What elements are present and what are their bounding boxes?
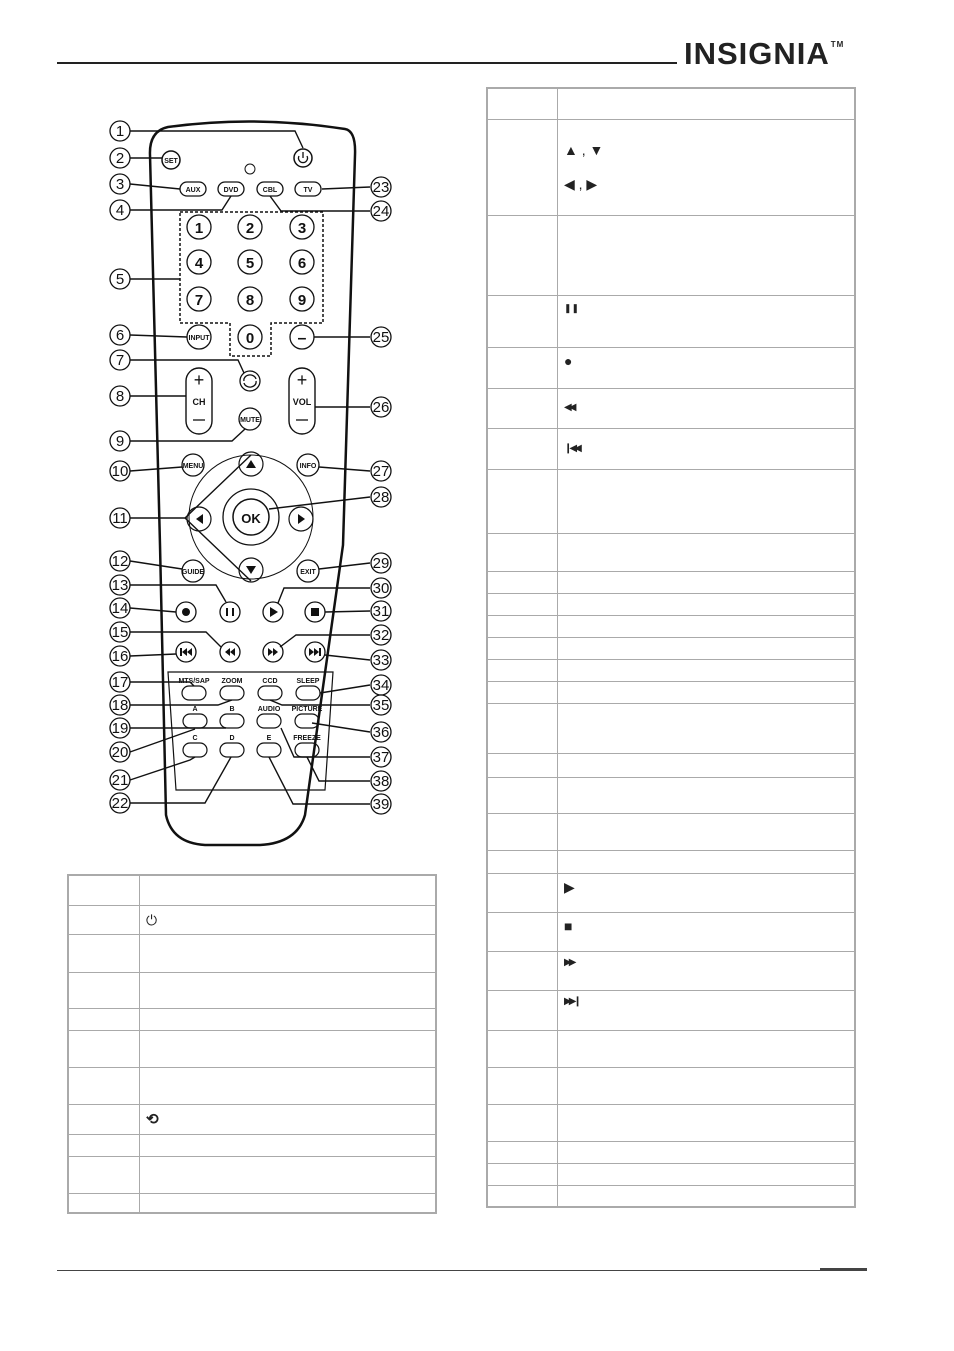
svg-text:8: 8 [115, 388, 125, 405]
table-row [487, 295, 855, 347]
svg-text:26: 26 [372, 399, 390, 416]
svg-text:37: 37 [372, 749, 390, 766]
svg-text:AUDIO: AUDIO [257, 706, 281, 713]
table-row [487, 777, 855, 813]
svg-text:MUTE: MUTE [240, 417, 260, 424]
svg-text:35: 35 [372, 697, 390, 714]
svg-text:16: 16 [111, 648, 129, 665]
table-row [487, 428, 855, 469]
svg-text:5: 5 [115, 271, 125, 288]
table-row [487, 593, 855, 615]
svg-text:4: 4 [194, 255, 204, 272]
svg-text:39: 39 [372, 796, 390, 813]
svg-text:C: C [192, 735, 198, 742]
table-row [487, 469, 855, 533]
rewind-icon: ◀◀ [558, 388, 856, 428]
callouts-left [110, 121, 130, 813]
svg-text:13: 13 [111, 577, 129, 594]
svg-text:23: 23 [372, 179, 390, 196]
svg-text:33: 33 [372, 652, 390, 669]
table-row [487, 912, 855, 951]
svg-text:21: 21 [111, 772, 129, 789]
svg-text:D: D [229, 735, 235, 742]
svg-text:SLEEP: SLEEP [296, 678, 320, 685]
svg-text:32: 32 [372, 627, 390, 644]
svg-text:6: 6 [297, 255, 307, 272]
header-rule [57, 62, 677, 64]
svg-text:28: 28 [372, 489, 390, 506]
table-row [487, 215, 855, 295]
table-row [487, 637, 855, 659]
footer-rule [57, 1270, 867, 1271]
table-row [487, 615, 855, 637]
table-header-row [487, 88, 855, 119]
skip-forward-icon: ▶▶❙ [558, 990, 856, 1030]
table-row [487, 119, 855, 215]
svg-text:19: 19 [111, 720, 129, 737]
svg-text:MENU: MENU [182, 463, 204, 470]
table-row [487, 571, 855, 593]
svg-text:INPUT: INPUT [188, 335, 210, 342]
svg-text:25: 25 [372, 329, 390, 346]
svg-text:15: 15 [111, 624, 129, 641]
svg-text:9: 9 [115, 433, 125, 450]
stop-icon: ■ [558, 912, 856, 951]
svg-text:B: B [229, 706, 235, 713]
svg-text:MTS/SAP: MTS/SAP [178, 678, 210, 685]
table-row [487, 681, 855, 703]
svg-text:INFO: INFO [299, 463, 317, 470]
recall-icon: ⟲ [140, 1104, 437, 1134]
svg-text:ZOOM: ZOOM [221, 678, 243, 685]
left-button-table [67, 874, 437, 1214]
svg-text:7: 7 [115, 352, 125, 369]
svg-text:22: 22 [111, 795, 129, 812]
table-row [487, 1163, 855, 1185]
table-row [487, 850, 855, 873]
svg-text:14: 14 [111, 600, 129, 617]
table-row [68, 905, 436, 934]
svg-text:8: 8 [245, 292, 255, 309]
svg-text:FREEZE: FREEZE [293, 735, 321, 742]
play-icon: ▶ [558, 873, 856, 912]
power-icon: ⏻ [140, 905, 437, 934]
fast-forward-icon: ▶▶ [558, 951, 856, 990]
table-row [487, 1141, 855, 1163]
table-row [487, 1104, 855, 1141]
svg-text:29: 29 [372, 555, 390, 572]
remote-diagram [100, 115, 410, 850]
svg-text:+: + [193, 370, 205, 390]
svg-text:4: 4 [115, 202, 125, 219]
svg-text:DVD: DVD [223, 187, 239, 194]
svg-text:EXIT: EXIT [300, 569, 316, 576]
svg-text:31: 31 [372, 603, 390, 620]
table-row [487, 1030, 855, 1067]
svg-text:PICTURE: PICTURE [291, 706, 323, 713]
svg-text:17: 17 [111, 674, 129, 691]
svg-text:+: + [296, 370, 308, 390]
svg-text:AUX: AUX [185, 187, 201, 194]
skip-back-icon: ❙◀◀ [558, 428, 856, 469]
table-row [487, 1067, 855, 1104]
table-row [68, 934, 436, 972]
table-row [487, 1185, 855, 1207]
svg-text:E: E [266, 735, 272, 742]
table-row [68, 972, 436, 1008]
svg-text:CCD: CCD [262, 678, 278, 685]
svg-text:11: 11 [112, 510, 128, 527]
insignia-logo: INSIGNIA™ [684, 36, 845, 71]
table-row [487, 951, 855, 990]
table-row [487, 813, 855, 850]
record-icon: ● [558, 347, 856, 388]
footer-rule-accent [820, 1268, 867, 1270]
svg-text:OK: OK [241, 511, 261, 526]
table-row [487, 703, 855, 753]
svg-text:GUIDE: GUIDE [181, 569, 205, 576]
svg-text:1: 1 [194, 220, 204, 237]
table-row [68, 1193, 436, 1213]
svg-text:20: 20 [111, 744, 129, 761]
svg-text:38: 38 [372, 773, 390, 790]
svg-text:–: – [297, 330, 307, 347]
table-row [487, 659, 855, 681]
table-row [68, 1067, 436, 1104]
svg-text:30: 30 [372, 580, 390, 597]
table-row [487, 533, 855, 571]
callouts-right [371, 177, 391, 814]
svg-text:TV: TV [303, 187, 313, 194]
svg-text:2: 2 [115, 150, 125, 167]
right-button-table [486, 87, 856, 1208]
table-row [68, 1134, 436, 1156]
svg-text:1: 1 [115, 123, 125, 140]
svg-text:CBL: CBL [262, 187, 278, 194]
table-row [487, 753, 855, 777]
svg-text:12: 12 [111, 553, 129, 570]
numeric-keypad [187, 215, 314, 349]
table-row [487, 388, 855, 428]
set-button-label: SET [164, 158, 178, 165]
svg-text:9: 9 [297, 292, 307, 309]
svg-text:7: 7 [194, 292, 204, 309]
svg-text:3: 3 [115, 176, 125, 193]
svg-text:18: 18 [111, 697, 129, 714]
up-down-arrow-icons: ▲ , ▼ [564, 142, 604, 158]
table-header-row [68, 875, 436, 905]
svg-text:6: 6 [115, 327, 125, 344]
table-row [487, 990, 855, 1030]
left-right-arrow-icons: ◀ , ▶ [564, 176, 598, 192]
svg-text:2: 2 [245, 220, 255, 237]
table-row [68, 1156, 436, 1193]
svg-text:0: 0 [245, 330, 255, 347]
svg-text:27: 27 [372, 463, 390, 480]
svg-text:VOL: VOL [292, 397, 312, 407]
svg-text:3: 3 [297, 220, 307, 237]
svg-text:5: 5 [245, 255, 255, 272]
table-row [68, 1104, 436, 1134]
svg-text:A: A [192, 706, 198, 713]
table-row [68, 1030, 436, 1067]
table-row [487, 873, 855, 912]
table-row [487, 347, 855, 388]
svg-text:34: 34 [372, 677, 390, 694]
svg-text:CH: CH [192, 397, 206, 407]
table-row [68, 1008, 436, 1030]
svg-text:36: 36 [372, 724, 390, 741]
pause-icon: ❚❚ [558, 295, 856, 347]
svg-text:10: 10 [111, 463, 129, 480]
svg-text:24: 24 [372, 203, 390, 220]
